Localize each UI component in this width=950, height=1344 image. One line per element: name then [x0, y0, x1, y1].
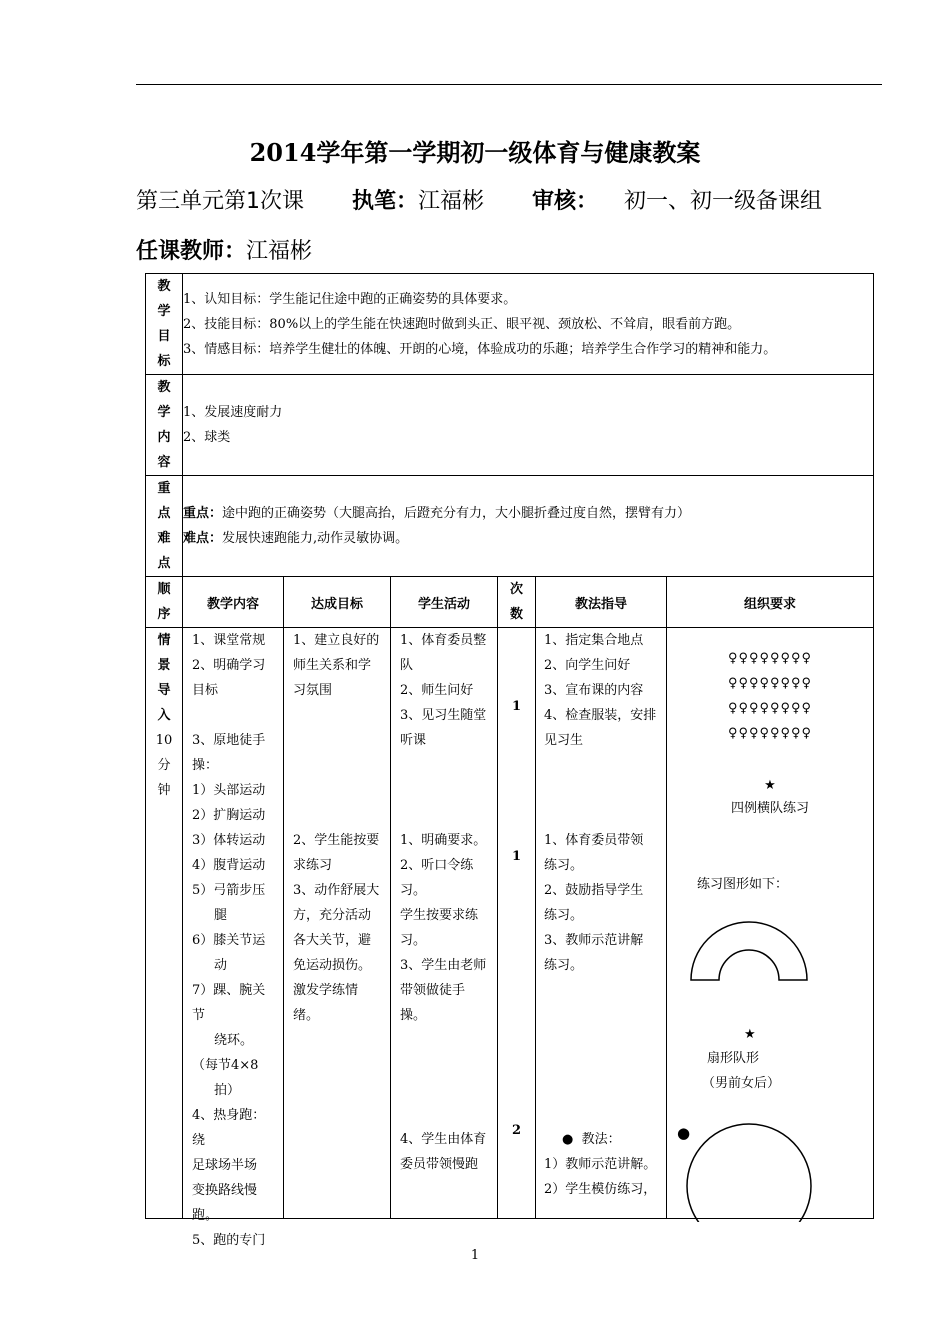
objectives-row	[146, 274, 874, 375]
objectives-list	[183, 274, 874, 375]
teacher-line	[136, 234, 312, 265]
col-method: 教法指导	[536, 577, 667, 628]
arc-track-drawing	[689, 918, 809, 986]
author: 江福彬	[418, 189, 485, 214]
col-activity: 学生活动	[391, 577, 498, 628]
teacher-label: 任课教师：	[136, 239, 247, 264]
author-label: 执笔：	[352, 189, 419, 214]
count-value: 1	[511, 699, 522, 714]
key-point: 重点：途中跑的正确姿势（大腿高抬，后蹬充分有力，大小腿折叠过度自然，摆臂有力）	[183, 506, 691, 521]
circle-track-drawing	[685, 1122, 813, 1222]
column-header-row	[146, 577, 874, 628]
keypoints-label: 重 点 难 点	[146, 476, 183, 577]
content-row	[146, 375, 874, 476]
section-activity: 1、体育委员整 队 2、师生问好 3、见习生随堂 听课 1、明确要求。 2、听口令练 习。 学生按要求练 习。 3、学生由老师 带领做徒手 操。 4、学生由体育 委员带领慢跑	[391, 628, 498, 1219]
formation2-label: 扇形队形	[707, 1051, 760, 1066]
teacher: 江福彬	[246, 239, 313, 264]
reviewer: 初一、初一级备课组	[624, 189, 823, 214]
section-org	[667, 628, 874, 1219]
col-goal: 达成目标	[284, 577, 391, 628]
section-content: 1、课堂常规 2、明确学习 目标 3、原地徒手 操： 1）头部运动 2）扩胸运动 3）体转运动 4）腹背运动 5）弓箭步压 腿 6）膝关节运 动 7）踝、腕关节 绕环。 （每节4×8 拍） 4、热身跑：绕 足球场半场 变换路线慢 跑。 5、跑的专门	[183, 628, 284, 1219]
content-item: 1、发展速度耐力	[183, 405, 283, 420]
col-count: 次 数	[498, 577, 536, 628]
keypoints-list	[183, 476, 874, 577]
formation2-note: （男前女后）	[702, 1076, 781, 1091]
unit-line	[136, 184, 822, 215]
section-method: 1、指定集合地点 2、向学生问好 3、宣布课的内容 4、检查服装，安排 见习生 1、体育委员带领 练习。 2、鼓励指导学生 练习。 3、教师示范讲解 练习。 ● 教法： 1）教师示范讲解。 2）学生模仿练习，	[536, 628, 667, 1219]
student-row: ♀♀♀♀♀♀♀♀	[727, 651, 813, 666]
student-row: ♀♀♀♀♀♀♀♀	[727, 701, 813, 716]
count-value: 1	[511, 849, 522, 864]
page-number: 1	[470, 1248, 480, 1263]
col-order: 顺 序	[146, 577, 183, 628]
objectives-label: 教 学 目 标	[146, 274, 183, 375]
objective-item: 2、技能目标：80%以上的学生能在快速跑时做到头正、眼平视、颈放松、不耸肩，眼看前方跑。	[183, 316, 741, 332]
bullet-icon: ●	[677, 1124, 691, 1142]
student-row: ♀♀♀♀♀♀♀♀	[727, 676, 813, 691]
section-row	[146, 628, 874, 1219]
header-rule	[136, 84, 882, 85]
section-order: 情 景 导 入 10 分 钟	[146, 628, 183, 1219]
review-label: 审核：	[532, 189, 599, 214]
col-org: 组织要求	[667, 577, 874, 628]
teacher-star-icon: ★	[764, 778, 776, 793]
student-row: ♀♀♀♀♀♀♀♀	[727, 726, 813, 741]
lesson-plan-table	[145, 273, 874, 1248]
content-label: 教 学 内 容	[146, 375, 183, 476]
content-item: 2、球类	[183, 430, 231, 445]
col-content: 教学内容	[183, 577, 284, 628]
count-value: 2	[511, 1123, 522, 1138]
formation-rows	[667, 646, 873, 746]
formation1-label: 四例横队练习	[730, 801, 809, 816]
unit: 第三单元第1次课	[136, 189, 304, 214]
objective-item: 1、认知目标：学生能记住途中跑的正确姿势的具体要求。	[183, 291, 517, 307]
page-title: 2014学年第一学期初一级体育与健康教案	[249, 138, 701, 167]
keypoints-row	[146, 476, 874, 577]
content-list	[183, 375, 874, 476]
objective-item: 3、情感目标：培养学生健壮的体魄、开朗的心境，体验成功的乐趣；培养学生合作学习的精神和能力。	[183, 341, 777, 357]
bullet-icon: ●	[562, 1132, 574, 1147]
difficulty: 难点：发展快速跑能力,动作灵敏协调。	[183, 531, 409, 546]
teacher-star-icon: ★	[744, 1027, 756, 1042]
drawing-label: 练习图形如下：	[697, 877, 789, 892]
section-count	[498, 628, 536, 1219]
section-goal: 1、建立良好的 师生关系和学 习氛围 2、学生能按要 求练习 3、动作舒展大 方，充分活动 各大关节，避 免运动损伤。 激发学练情 绪。	[284, 628, 391, 1219]
